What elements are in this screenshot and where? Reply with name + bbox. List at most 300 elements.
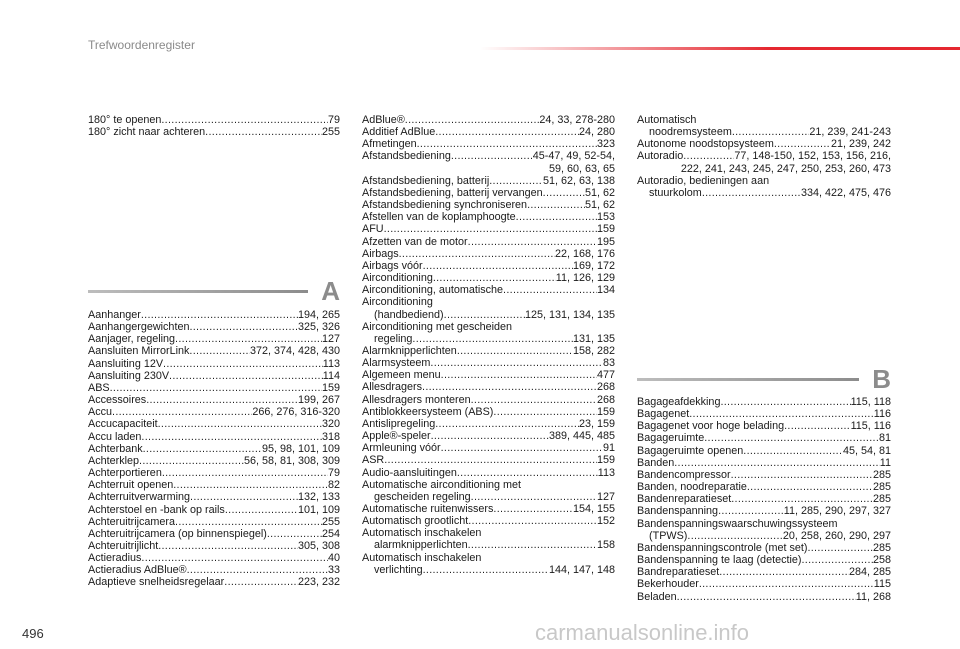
index-entry	[88, 418, 340, 430]
index-entry	[88, 370, 340, 382]
entry-pages: 169, 172	[572, 259, 615, 272]
entry-pages: 11, 268	[855, 590, 891, 603]
entry-heading: Airconditioning met gescheiden	[362, 320, 513, 333]
entry-line	[88, 540, 340, 552]
index-entry	[637, 150, 891, 174]
entry-line	[637, 578, 891, 590]
dot-leader	[747, 481, 873, 493]
index-entry	[362, 381, 615, 393]
entry-term: Achterruit openen	[88, 479, 174, 492]
entry-heading: Automatisch inschakelen	[362, 527, 482, 540]
index-entry	[637, 175, 891, 199]
entry-term: ASR	[362, 454, 385, 467]
entry-term: regeling	[374, 332, 413, 345]
entry-term: Bagageruimte	[637, 432, 705, 445]
entry-term: Aanhanger	[88, 309, 141, 321]
entry-pages: 79	[327, 467, 340, 480]
entry-pages: 195	[596, 235, 615, 248]
entry-term: Afstandsbediening synchroniseren	[362, 199, 528, 212]
dot-leader	[423, 564, 549, 576]
entry-pages: 45-47, 49, 52-54,	[532, 150, 615, 163]
entry-pages: 95, 98, 101, 109	[261, 442, 340, 455]
dot-leader	[189, 345, 250, 357]
entry-line	[88, 321, 340, 333]
entry-line	[88, 370, 340, 382]
dot-leader	[435, 126, 579, 138]
entry-line	[362, 539, 615, 551]
dot-leader	[175, 516, 322, 528]
entry-term: Actieradius AdBlue®	[88, 564, 187, 577]
entry-line	[362, 114, 615, 126]
dot-leader	[807, 542, 873, 554]
entry-pages: 77, 148-150, 152, 153, 156, 216,	[734, 150, 891, 163]
entry-line	[362, 187, 615, 199]
index-entry	[362, 150, 615, 174]
entry-line	[88, 491, 340, 503]
entry-pages: 268	[596, 393, 615, 406]
entry-line	[637, 408, 891, 420]
dot-leader	[702, 187, 801, 199]
index-entry	[362, 187, 615, 199]
entry-pages: 153	[596, 211, 615, 224]
index-entry	[362, 454, 615, 466]
entry-line	[362, 223, 615, 235]
index-entry	[362, 199, 615, 211]
entry-pages: 323	[596, 138, 615, 151]
entry-pages: 83	[602, 357, 615, 370]
entry-term: Allesdragers monteren	[362, 393, 471, 406]
dot-leader	[225, 504, 298, 516]
entry-term: Airconditioning, automatische	[362, 284, 504, 297]
entry-pages: 194, 265	[297, 309, 340, 321]
entry-pages: 305, 308	[297, 539, 340, 552]
entry-line	[362, 515, 615, 527]
index-entry	[88, 576, 340, 588]
entry-term: Bagageafdekking	[637, 396, 721, 408]
entry-pages: 113	[322, 357, 340, 370]
dot-leader	[444, 309, 525, 321]
entry-term: AdBlue®	[362, 114, 405, 126]
entry-line	[637, 481, 891, 493]
index-entry	[362, 418, 615, 430]
entry-pages: 285	[872, 493, 891, 506]
entry-pages: 325, 326	[297, 321, 340, 334]
index-entry	[362, 552, 615, 576]
entry-term: verlichting	[374, 563, 423, 576]
entry-term: Armleuning vóór	[362, 442, 441, 455]
index-entry	[362, 248, 615, 260]
section-letter-a: A	[321, 276, 340, 306]
entry-line	[88, 358, 340, 370]
index-entry	[362, 527, 615, 551]
entry-term: Afstellen van de koplamphoogte	[362, 211, 516, 224]
entry-line	[637, 396, 891, 408]
entry-term: Adaptieve snelheidsregelaar	[88, 576, 225, 589]
entry-pages: 24, 280	[578, 126, 615, 139]
dot-leader	[471, 491, 597, 503]
section-a-header	[88, 276, 340, 306]
entry-line	[88, 431, 340, 443]
entry-line	[88, 345, 340, 357]
entry-heading: Airconditioning	[362, 296, 433, 309]
entry-pages: 159	[596, 223, 615, 236]
entry-pages: 24, 33, 278-280	[539, 114, 615, 126]
dot-leader	[468, 515, 597, 527]
dot-leader	[412, 333, 573, 345]
index-entry	[362, 515, 615, 527]
entry-pages: 268	[596, 381, 615, 394]
entry-line	[362, 175, 615, 187]
index-entry	[637, 114, 891, 138]
index-column-2	[362, 114, 615, 576]
dot-leader	[543, 187, 585, 199]
dot-leader	[112, 406, 252, 418]
entry-pages: 284, 285	[848, 566, 891, 579]
index-entry	[88, 345, 340, 357]
entry-term: Achteruitrijlicht	[88, 539, 159, 552]
entry-line	[362, 418, 615, 430]
entry-line	[362, 503, 615, 515]
entry-pages: 285	[872, 468, 891, 481]
entry-line	[88, 406, 340, 418]
dot-leader	[162, 467, 328, 479]
section-divider	[88, 290, 308, 293]
dot-leader	[441, 442, 603, 454]
dot-leader	[146, 394, 298, 406]
dot-leader	[205, 126, 322, 138]
entry-pages: 254	[321, 527, 340, 540]
dot-leader	[489, 175, 543, 187]
dot-leader	[110, 382, 322, 394]
entry-pages: 82	[327, 479, 340, 492]
entry-term: Banden, noodreparatie	[637, 481, 747, 494]
dot-leader	[190, 491, 298, 503]
entry-line	[362, 126, 615, 138]
entry-term: Achteruitrijcamera (op binnenspiegel)	[88, 527, 267, 540]
entry-line	[637, 138, 891, 150]
entry-pages: 21, 239, 242	[830, 138, 891, 151]
dot-leader	[158, 540, 298, 552]
dot-leader	[441, 369, 597, 381]
dot-leader	[704, 432, 879, 444]
entry-line	[362, 272, 615, 284]
entry-line	[637, 530, 891, 542]
entry-pages: 159	[596, 454, 615, 467]
entry-line	[362, 491, 615, 503]
index-entry	[88, 504, 340, 516]
dot-leader	[732, 126, 810, 138]
entry-line	[362, 333, 615, 345]
entry-pages: 21, 239, 241-243	[809, 126, 891, 139]
entry-line	[88, 467, 340, 479]
dot-leader	[451, 150, 533, 162]
entry-line	[88, 126, 340, 138]
dot-leader	[405, 114, 540, 126]
entry-pages: 11, 285, 290, 297, 327	[783, 505, 891, 518]
entry-pages: 320	[321, 418, 340, 431]
entry-term: Afstandsbediening, batterij vervangen	[362, 186, 543, 199]
index-entry	[88, 333, 340, 345]
section-divider	[637, 378, 859, 381]
entry-line	[637, 420, 891, 432]
entry-term: Aanhangergewichten	[88, 321, 190, 334]
entry-line	[637, 187, 891, 199]
dot-leader	[457, 345, 573, 357]
dot-leader	[731, 493, 873, 505]
entry-term: Bandenreparatieset	[637, 493, 732, 506]
entry-term: Afstandsbediening, batterij	[362, 174, 490, 187]
entry-line	[362, 138, 615, 150]
index-entry	[88, 431, 340, 443]
index-entry	[88, 406, 340, 418]
entry-pages: 258	[872, 554, 891, 567]
entry-term: ABS	[88, 381, 110, 394]
entry-line	[362, 394, 615, 406]
dot-leader	[493, 503, 573, 515]
entry-line	[88, 516, 340, 528]
dot-leader	[674, 457, 880, 469]
entry-line	[362, 211, 615, 223]
entry-line	[362, 381, 615, 393]
dot-leader	[720, 396, 850, 408]
entry-line	[88, 382, 340, 394]
dot-leader	[173, 479, 328, 491]
entry-pages: 116	[873, 408, 891, 421]
entry-pages: 20, 258, 260, 290, 297	[782, 529, 891, 542]
dot-leader	[141, 552, 328, 564]
dot-leader	[399, 248, 555, 260]
dot-leader	[471, 394, 597, 406]
entry-line	[88, 418, 340, 430]
entry-term: (TPWS)	[649, 529, 688, 542]
entry-term: (handbediend)	[374, 308, 444, 321]
entry-term: gescheiden regeling	[374, 490, 471, 503]
entry-term: 180° zicht naar achteren	[88, 126, 206, 139]
index-entry	[88, 479, 340, 491]
entry-line	[88, 114, 340, 126]
entry-pages-continued: 222, 241, 243, 245, 247, 250, 253, 260, 473	[680, 162, 891, 175]
entry-line	[362, 406, 615, 418]
entry-pages: 158	[596, 539, 615, 552]
entry-line	[637, 554, 891, 566]
entry-pages: 159	[596, 405, 615, 418]
entry-line	[362, 454, 615, 466]
entry-pages: 132, 133	[297, 491, 340, 504]
index-column-3-b	[637, 396, 891, 603]
entry-pages: 134	[596, 284, 615, 297]
index-column-3-top	[637, 114, 891, 199]
entry-line	[88, 528, 340, 540]
index-entry	[88, 516, 340, 528]
entry-heading: Automatische airconditioning met	[362, 478, 522, 491]
dot-leader	[468, 539, 597, 551]
entry-pages: 477	[596, 369, 615, 382]
dot-leader	[689, 408, 874, 420]
page-number: 496	[22, 626, 44, 641]
entry-term: Aansluiten MirrorLink	[88, 345, 190, 358]
dot-leader	[224, 576, 298, 588]
dot-leader	[189, 321, 298, 333]
entry-line	[637, 150, 891, 162]
entry-pages: 199, 267	[297, 394, 340, 407]
dot-leader	[141, 309, 298, 321]
entry-term: Aansluiting 12V	[88, 357, 164, 370]
entry-line	[362, 248, 615, 260]
entry-term: Alarmsysteem	[362, 357, 431, 370]
entry-line	[362, 150, 615, 162]
entry-line	[362, 260, 615, 272]
dot-leader	[687, 530, 783, 542]
index-entry	[637, 542, 891, 554]
entry-term: Airbags vóór	[362, 259, 423, 272]
dot-leader	[422, 381, 597, 393]
entry-pages: 40	[327, 552, 340, 565]
index-entry	[637, 505, 891, 517]
dot-leader	[267, 528, 322, 540]
index-entry	[637, 591, 891, 603]
entry-line	[362, 430, 615, 442]
dot-leader	[169, 370, 323, 382]
entry-term: Accu	[88, 406, 113, 419]
entry-term: Airconditioning	[362, 272, 433, 285]
index-entry	[637, 432, 891, 444]
index-entry	[637, 420, 891, 432]
dot-leader	[699, 578, 874, 590]
dot-leader	[457, 467, 598, 479]
entry-term: Achterruitverwarming	[88, 491, 191, 504]
index-entry	[88, 126, 340, 138]
dot-leader	[677, 591, 856, 603]
index-entry	[362, 114, 615, 126]
entry-line	[637, 566, 891, 578]
entry-line	[88, 443, 340, 455]
index-entry	[88, 455, 340, 467]
header-accent-line	[480, 47, 960, 50]
index-entry	[362, 442, 615, 454]
entry-term: Apple®-speler	[362, 430, 431, 443]
entry-pages: 223, 232	[297, 576, 340, 589]
dot-leader	[503, 284, 597, 296]
dot-leader	[433, 272, 556, 284]
entry-line	[637, 457, 891, 469]
index-entry	[88, 114, 340, 126]
index-entry	[637, 481, 891, 493]
entry-pages: 51, 62, 63, 138	[542, 174, 615, 187]
dot-leader	[175, 333, 322, 345]
index-entry	[362, 467, 615, 479]
dot-leader	[187, 564, 328, 576]
entry-pages: 285	[872, 481, 891, 494]
index-entry	[637, 566, 891, 578]
entry-term: Automatisch grootlicht	[362, 515, 469, 528]
entry-line	[362, 357, 615, 369]
entry-line	[88, 394, 340, 406]
index-entry	[88, 540, 340, 552]
dot-leader	[731, 469, 873, 481]
entry-term: Alarmknipperlichten	[362, 344, 457, 357]
index-entry	[362, 345, 615, 357]
entry-line	[637, 542, 891, 554]
entry-pages: 389, 445, 485	[548, 430, 615, 443]
index-entry	[362, 126, 615, 138]
entry-pages: 131, 135	[572, 332, 615, 345]
section-letter-b: B	[872, 364, 891, 394]
index-entry	[362, 211, 615, 223]
entry-term: Automatische ruitenwissers	[362, 503, 494, 515]
dot-leader	[423, 260, 573, 272]
dot-leader	[774, 138, 831, 150]
entry-pages: 152	[596, 515, 615, 528]
entry-pages: 154, 155	[572, 503, 615, 515]
index-column-1-a	[88, 309, 340, 589]
dot-leader	[719, 566, 849, 578]
entry-term: Accu laden	[88, 430, 142, 443]
entry-term: Bandencompressor	[637, 468, 731, 481]
entry-term: AFU	[362, 223, 384, 236]
index-entry	[362, 296, 615, 320]
entry-line	[362, 236, 615, 248]
entry-term: noodremsysteem	[649, 126, 732, 139]
entry-line	[637, 469, 891, 481]
entry-pages: 158, 282	[572, 344, 615, 357]
index-entry	[362, 138, 615, 150]
entry-pages: 127	[321, 333, 340, 346]
index-column-1-top	[88, 114, 340, 138]
index-entry	[637, 578, 891, 590]
entry-line	[637, 432, 891, 444]
entry-pages: 318	[321, 430, 340, 443]
entry-pages: 127	[596, 490, 615, 503]
index-entry	[637, 493, 891, 505]
index-entry	[637, 396, 891, 408]
entry-pages: 22, 168, 176	[554, 247, 615, 260]
entry-heading: Autoradio, bedieningen aan	[637, 174, 770, 187]
entry-term: Actieradius	[88, 552, 142, 565]
dot-leader	[718, 505, 784, 517]
entry-term: Achterportieren	[88, 467, 162, 480]
entry-term: 180° te openen	[88, 114, 162, 126]
entry-pages: 101, 109	[297, 503, 340, 516]
header-title: Trefwoordenregister	[88, 38, 195, 52]
page-header	[0, 0, 960, 60]
entry-heading: Automatisch inschakelen	[362, 551, 482, 564]
index-entry	[362, 394, 615, 406]
entry-term: Antiblokkeersysteem (ABS)	[362, 405, 494, 418]
entry-pages: 334, 422, 475, 476	[800, 186, 891, 199]
entry-term: Bandenspanning te laag (detectie)	[637, 554, 802, 567]
dot-leader	[158, 418, 322, 430]
entry-term: Additief AdBlue	[362, 126, 436, 139]
index-entry	[88, 467, 340, 479]
entry-term: Bekerhouder	[637, 578, 699, 591]
index-entry	[637, 518, 891, 542]
index-entry	[362, 369, 615, 381]
dot-leader	[468, 236, 597, 248]
entry-line	[88, 552, 340, 564]
entry-pages: 285	[872, 541, 891, 554]
index-entry	[362, 175, 615, 187]
dot-leader	[430, 357, 603, 369]
entry-line	[362, 467, 615, 479]
entry-pages: 81	[878, 432, 891, 445]
entry-pages: 51, 62	[584, 186, 615, 199]
dot-leader	[141, 431, 322, 443]
index-entry	[88, 564, 340, 576]
entry-line	[362, 564, 615, 576]
entry-term: Accessoires	[88, 394, 147, 407]
entry-term: Afzetten van de motor	[362, 235, 468, 248]
index-entry	[362, 272, 615, 284]
